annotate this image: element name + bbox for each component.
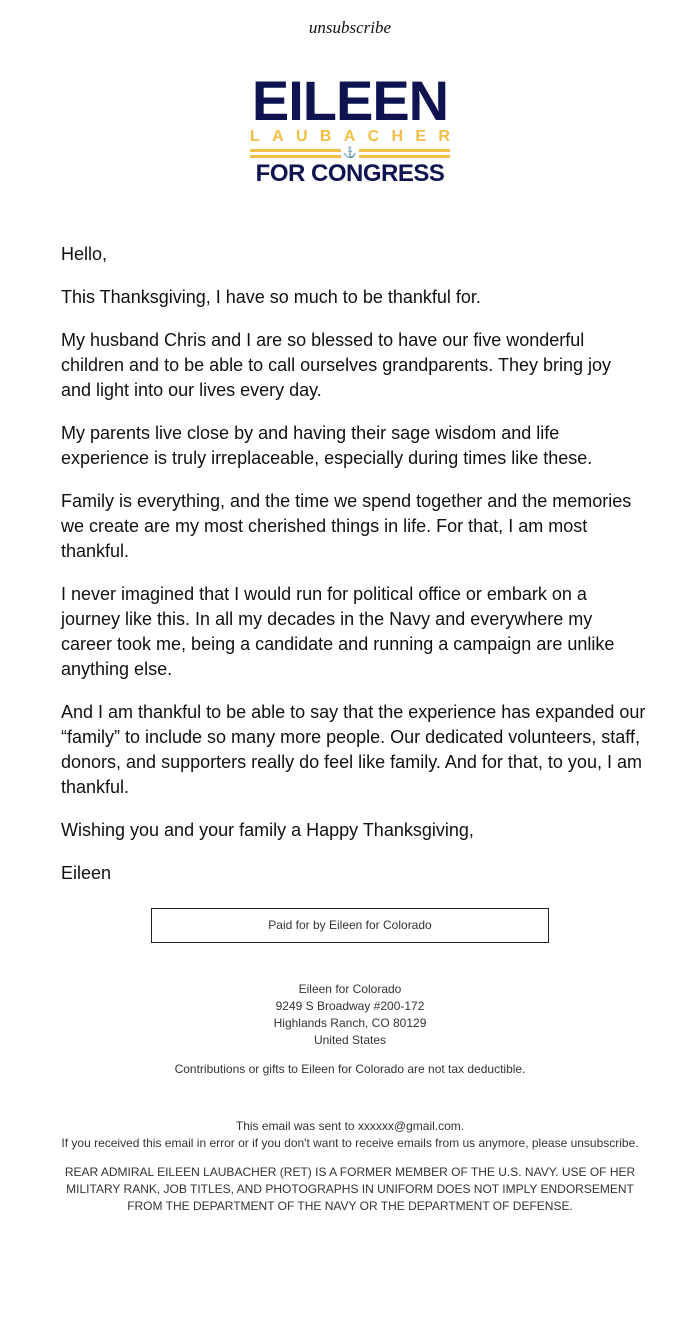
anchor-icon: ⚓ <box>341 146 359 160</box>
logo-name: EILEEN <box>251 69 449 132</box>
logo-letter: C <box>367 128 380 145</box>
logo-letter: H <box>391 128 404 145</box>
paragraph: Family is everything, and the time we spend together and the memories we create are my most cherished things in life. For that, I am most thankful. <box>61 491 632 561</box>
address-line: 9249 S Broadway #200-172 <box>275 999 425 1013</box>
logo-letter: B <box>319 128 332 145</box>
tax-note: Contributions or gifts to Eileen for Colorado are not tax deductible. <box>174 1062 526 1076</box>
address-line: United States <box>313 1033 387 1047</box>
logo-rules <box>250 146 450 160</box>
logo-letter: E <box>415 128 427 145</box>
military-disclaimer: REAR ADMIRAL EILEEN LAUBACHER (RET) IS A FORMER MEMBER OF THE U.S. NAVY. USE OF HER MILITARY RANK, JOB TITLES, AND PHOTOGRAPHS IN UNIFORM DOES NOT IMPLY ENDORSEMENT FROM THE DEPARTMENT OF THE NAVY OR THE DEPARTMENT OF DEFENSE. <box>64 1165 636 1213</box>
logo-surname <box>250 128 450 146</box>
paid-for-box: Paid for by Eileen for Colorado <box>151 908 549 943</box>
address-line: Highlands Ranch, CO 80129 <box>273 1016 427 1030</box>
campaign-logo <box>220 69 480 188</box>
closing: Wishing you and your family a Happy Thanksgiving, <box>61 820 474 840</box>
paragraph: And I am thankful to be able to say that the experience has expanded our “family” to include so many more people. Our dedicated volunteers, staff, donors, and supporters really do feel like family. And for that, to you, I am thankful. <box>61 702 646 797</box>
logo-tagline: FOR CONGRESS <box>255 160 445 187</box>
paragraph: This Thanksgiving, I have so much to be thankful for. <box>61 287 481 307</box>
paragraph: My husband Chris and I are so blessed to have our five wonderful children and to be able to call ourselves grandparents. They bring joy and light into our lives every day. <box>61 330 612 400</box>
paragraph: My parents live close by and having their sage wisdom and life experience is truly irreplaceable, especially during times like these. <box>61 423 593 468</box>
logo-letter: R <box>438 128 450 145</box>
unsubscribe-link[interactable]: unsubscribe <box>308 18 392 37</box>
logo-letter: A <box>343 128 356 145</box>
greeting: Hello, <box>61 244 108 264</box>
logo-letter: A <box>272 128 284 145</box>
signature: Eileen <box>61 863 112 883</box>
email-body <box>61 242 646 886</box>
paragraph: I never imagined that I would run for political office or embark on a journey like this. In all my decades in the Navy and everywhere my career took me, being a candidate and running a campaign are unlike anything else. <box>61 584 615 679</box>
mailing-address <box>0 981 700 1049</box>
logo-letter: L <box>250 128 260 145</box>
logo-letter: U <box>295 128 308 145</box>
address-line: Eileen for Colorado <box>298 982 402 996</box>
sent-to-note: This email was sent to xxxxxx@gmail.com. <box>235 1119 465 1133</box>
unsubscribe-note: If you received this email in error or if you don't want to receive emails from us anymore, please unsubscribe. <box>61 1136 639 1150</box>
